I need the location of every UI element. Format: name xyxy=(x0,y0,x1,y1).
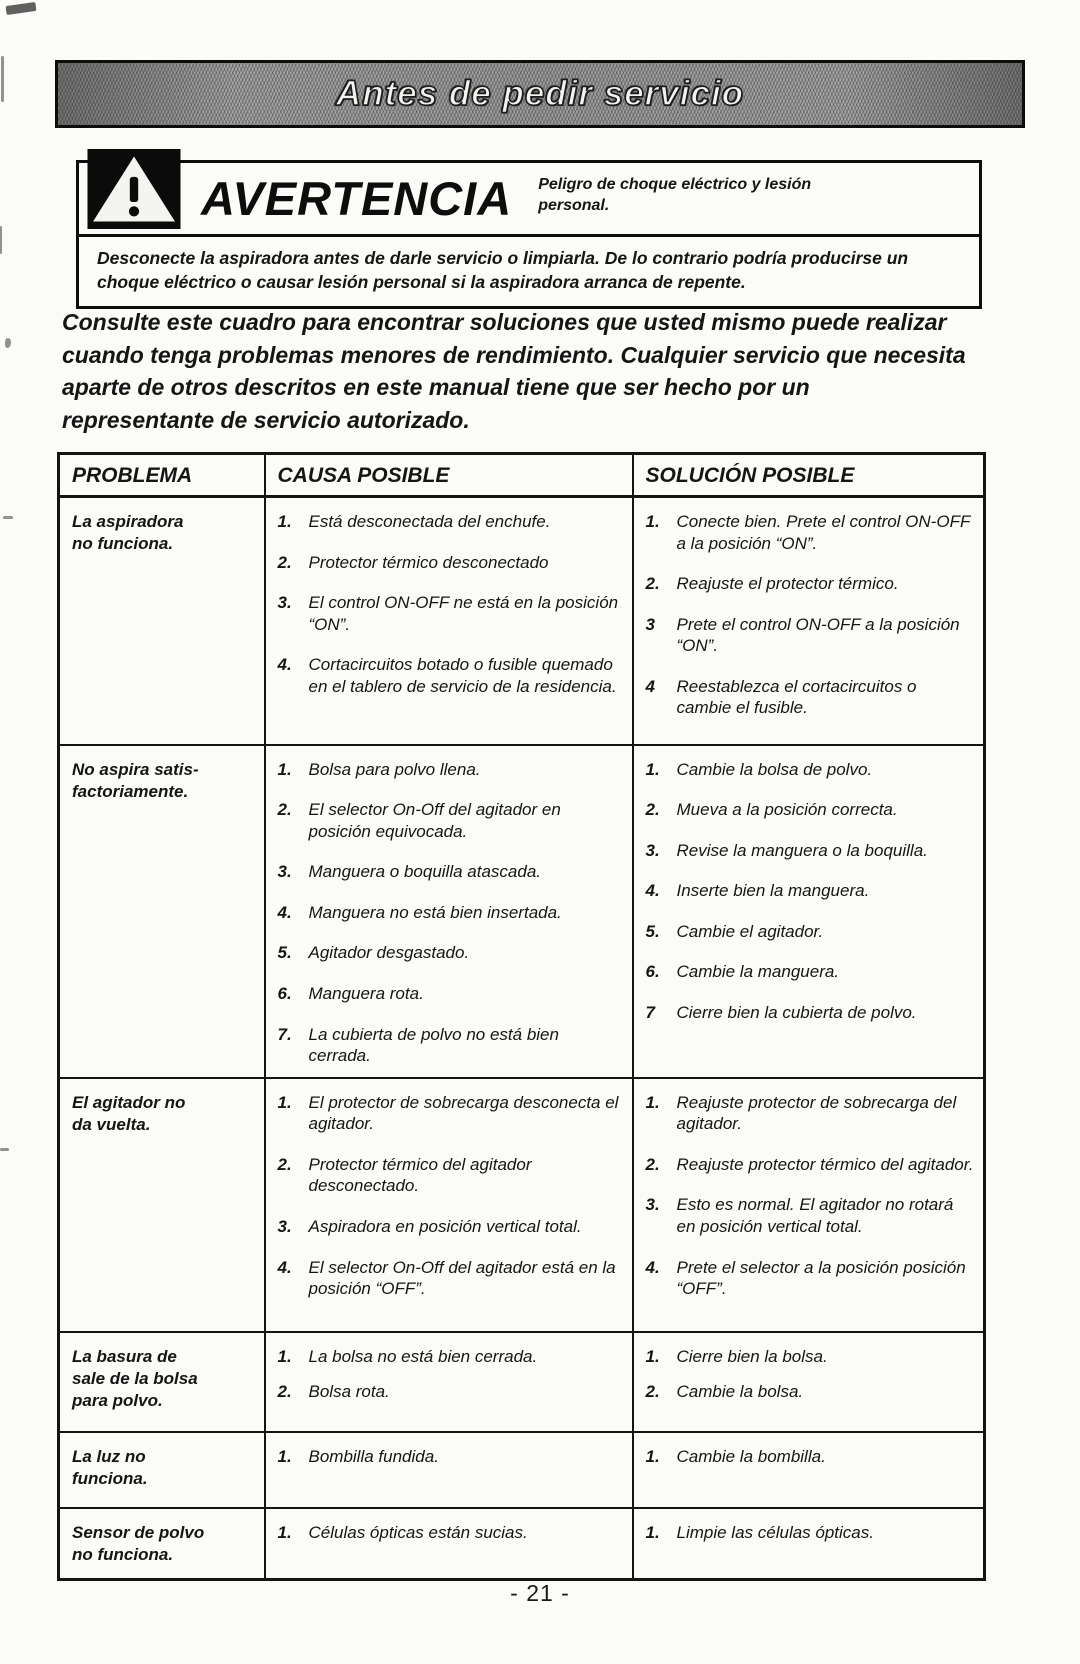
item-number: 4. xyxy=(277,902,292,922)
item-number: 1. xyxy=(645,1522,660,1542)
item-text: Revise la manguera o la boquilla. xyxy=(676,840,928,860)
section-banner xyxy=(55,60,1025,128)
item-text: Bolsa rota. xyxy=(308,1382,390,1402)
item-text: Bombilla fundida. xyxy=(308,1446,439,1466)
warning-header xyxy=(79,163,979,237)
scan-artifact xyxy=(1,56,4,102)
problema-cell xyxy=(59,497,265,745)
col-header-solucion-posible: SOLUCIÓN POSIBLE xyxy=(633,454,985,497)
causa-cell xyxy=(265,1332,633,1432)
list-item xyxy=(278,1346,624,1368)
list-item xyxy=(278,983,624,1005)
scan-artifact xyxy=(6,2,37,15)
list-item xyxy=(646,1092,976,1135)
warning-hazard-line2: personal. xyxy=(538,196,610,214)
item-number: 4 xyxy=(645,676,655,696)
list-item xyxy=(278,1092,624,1135)
list-item xyxy=(646,961,976,983)
item-text: Bolsa para polvo llena. xyxy=(308,759,481,779)
item-number: 2. xyxy=(645,574,660,594)
item-text: Prete el selector a la posición posición “OFF”. xyxy=(676,1257,966,1299)
item-number: 3. xyxy=(277,1217,292,1237)
item-text: Manguera rota. xyxy=(308,983,424,1003)
list-item xyxy=(646,676,976,719)
causa-cell xyxy=(265,1508,633,1580)
item-number: 2. xyxy=(277,1382,292,1402)
problema-line: no funciona. xyxy=(72,534,174,554)
problema-line: no funciona. xyxy=(72,1544,174,1564)
item-text: La bolsa no está bien cerrada. xyxy=(308,1346,538,1366)
item-number: 1. xyxy=(277,512,292,531)
item-text: Cambie el agitador. xyxy=(676,921,824,941)
list-item xyxy=(646,880,976,902)
item-number: 1. xyxy=(277,1446,292,1466)
item-text: Conecte bien. Prete el control ON-OFF a la posición “ON”. xyxy=(676,512,971,553)
list-item xyxy=(646,1522,976,1544)
warning-box xyxy=(76,160,982,309)
item-text: Reajuste protector de sobrecarga del agitador. xyxy=(676,1092,957,1134)
item-text: Cierre bien la bolsa. xyxy=(676,1346,828,1366)
problema-line: da vuelta. xyxy=(72,1114,151,1134)
list-item xyxy=(278,1446,624,1468)
item-text: El control ON-OFF ne está en la posición “ON”. xyxy=(308,593,619,634)
item-number: 4. xyxy=(277,655,292,675)
item-number: 7 xyxy=(645,1002,655,1022)
item-text: Está desconectada del enchufe. xyxy=(308,512,551,531)
list-item xyxy=(646,1381,976,1403)
list-item xyxy=(278,1381,624,1403)
list-item xyxy=(646,1257,976,1300)
list-item xyxy=(278,1216,624,1238)
item-number: 3. xyxy=(277,862,292,882)
item-number: 2. xyxy=(277,800,292,820)
list-item xyxy=(278,552,624,574)
table-header-row xyxy=(59,454,985,497)
item-number: 1. xyxy=(277,1346,292,1366)
table-row xyxy=(59,745,985,1078)
page-number: - 21 - xyxy=(510,1580,570,1606)
item-number: 7. xyxy=(277,1024,292,1044)
list-item xyxy=(646,1346,976,1368)
warning-triangle-icon xyxy=(87,149,181,229)
item-number: 4. xyxy=(645,1257,660,1277)
item-text: Inserte bien la manguera. xyxy=(676,881,870,901)
item-number: 1. xyxy=(645,759,660,779)
problema-cell xyxy=(59,1332,265,1432)
item-text: Prete el control ON-OFF a la posición “ON”. xyxy=(676,614,960,656)
item-text: El protector de sobrecarga desconecta el agitador. xyxy=(308,1092,619,1134)
item-number: 2. xyxy=(645,800,660,820)
list-item xyxy=(278,1522,624,1544)
item-text: Reestablezca el cortacircuitos o cambie el fusible. xyxy=(676,676,917,718)
problema-line: factoriamente. xyxy=(72,781,189,801)
item-text: Cierre bien la cubierta de polvo. xyxy=(676,1002,917,1022)
table-row xyxy=(59,497,985,745)
item-text: Cambie la manguera. xyxy=(676,962,840,982)
item-number: 2. xyxy=(645,1154,660,1174)
problema-cell xyxy=(59,745,265,1078)
list-item xyxy=(278,1024,624,1067)
item-text: Manguera o boquilla atascada. xyxy=(308,862,541,882)
list-item xyxy=(278,942,624,964)
scan-artifact xyxy=(0,1148,9,1151)
item-text: Limpie las células ópticas. xyxy=(676,1522,874,1542)
item-number: 4. xyxy=(645,881,660,901)
list-item xyxy=(646,573,976,595)
item-number: 1. xyxy=(645,512,660,531)
list-item xyxy=(646,1002,976,1024)
col-header-causa-posible: CAUSA POSIBLE xyxy=(265,454,633,497)
list-item xyxy=(646,840,976,862)
item-number: 3 xyxy=(645,614,655,634)
scan-artifact xyxy=(3,516,13,519)
item-text: Cambie la bolsa. xyxy=(676,1382,804,1402)
item-text: Protector térmico desconectado xyxy=(308,552,549,572)
item-number: 4. xyxy=(277,1257,292,1277)
list-item xyxy=(646,614,976,657)
item-number: 6. xyxy=(277,983,292,1003)
list-item xyxy=(646,511,976,554)
item-text: Mueva a la posición correcta. xyxy=(676,800,898,820)
intro-paragraph: Consulte este cuadro para encontrar soluciones que usted mismo puede realizar cuando tenga problemas menores de rendimiento. Cualquier servicio que necesita aparte de otros descritos en este manual tiene que ser hecho por un representante de servicio autorizado. xyxy=(62,309,966,433)
table-row xyxy=(59,1432,985,1508)
item-number: 1. xyxy=(277,759,292,779)
list-item xyxy=(646,799,976,821)
warning-body-text: Desconecte la aspiradora antes de darle servicio o limpiarla. De lo contrario podría producirse un choque eléctrico o causar lesión personal si la aspiradora arranca de repente. xyxy=(97,248,909,292)
item-text: Reajuste el protector térmico. xyxy=(676,574,899,594)
item-text: El selector On-Off del agitador está en la posición “OFF”. xyxy=(308,1257,616,1299)
scan-artifact xyxy=(5,338,11,348)
causa-cell xyxy=(265,745,633,1078)
solucion-cell xyxy=(633,1432,985,1508)
item-number: 2. xyxy=(645,1382,660,1402)
problema-line: Sensor de polvo xyxy=(72,1522,205,1542)
list-item xyxy=(278,861,624,883)
item-text: Protector térmico del agitador desconectado. xyxy=(308,1154,532,1196)
list-item xyxy=(646,1194,976,1237)
table-row xyxy=(59,1078,985,1332)
list-item xyxy=(646,1154,976,1176)
problema-cell xyxy=(59,1508,265,1580)
causa-cell xyxy=(265,1078,633,1332)
item-number: 1. xyxy=(277,1092,292,1112)
warning-hazard-text xyxy=(538,167,811,217)
item-number: 1. xyxy=(645,1446,660,1466)
item-number: 3. xyxy=(277,593,292,613)
item-number: 1. xyxy=(645,1092,660,1112)
item-text: Cambie la bombilla. xyxy=(676,1446,826,1466)
list-item xyxy=(278,511,624,533)
item-number: 1. xyxy=(645,1346,660,1366)
problema-line: El agitador no xyxy=(72,1092,186,1112)
solucion-cell xyxy=(633,745,985,1078)
list-item xyxy=(278,902,624,924)
list-item xyxy=(278,759,624,781)
list-item xyxy=(646,921,976,943)
problema-line: La aspiradora xyxy=(72,512,184,531)
list-item xyxy=(278,654,624,697)
list-item xyxy=(278,592,624,635)
item-text: Reajuste protector térmico del agitador. xyxy=(676,1154,974,1174)
item-number: 1. xyxy=(277,1522,292,1542)
item-text: Agitador desgastado. xyxy=(308,943,470,963)
warning-title: AVERTENCIA xyxy=(201,172,513,225)
problema-cell xyxy=(59,1078,265,1332)
item-number: 3. xyxy=(645,1195,660,1215)
solucion-cell xyxy=(633,497,985,745)
list-item xyxy=(646,1446,976,1468)
problema-line: sale de la bolsa xyxy=(72,1368,198,1388)
scan-artifact xyxy=(0,226,2,254)
problema-line: La luz no xyxy=(72,1446,146,1466)
col-header-problema: PROBLEMA xyxy=(59,454,265,497)
item-text: Células ópticas están sucias. xyxy=(308,1522,528,1542)
problema-cell xyxy=(59,1432,265,1508)
solucion-cell xyxy=(633,1332,985,1432)
solucion-cell xyxy=(633,1078,985,1332)
list-item xyxy=(278,799,624,842)
item-text: Aspiradora en posición vertical total. xyxy=(308,1217,582,1237)
causa-cell xyxy=(265,1432,633,1508)
item-text: Manguera no está bien insertada. xyxy=(308,902,562,922)
item-text: Cambie la bolsa de polvo. xyxy=(676,759,873,779)
table-row xyxy=(59,1332,985,1432)
table-row xyxy=(59,1508,985,1580)
item-number: 3. xyxy=(645,840,660,860)
item-number: 2. xyxy=(277,1154,292,1174)
causa-cell xyxy=(265,497,633,745)
item-number: 6. xyxy=(645,962,660,982)
solucion-cell xyxy=(633,1508,985,1580)
item-text: Esto es normal. El agitador no rotará en posición vertical total. xyxy=(676,1195,954,1237)
list-item xyxy=(646,759,976,781)
problema-line: para polvo. xyxy=(72,1390,163,1410)
problema-line: funciona. xyxy=(72,1468,148,1488)
list-item xyxy=(278,1257,624,1300)
troubleshooting-table xyxy=(57,452,986,1581)
problema-line: No aspira satis- xyxy=(72,759,199,779)
problema-line: La basura de xyxy=(72,1346,177,1366)
warning-hazard-line1: Peligro de choque eléctrico y lesión xyxy=(538,176,812,193)
list-item xyxy=(278,1154,624,1197)
item-text: El selector On-Off del agitador en posición equivocada. xyxy=(308,800,561,841)
banner-title: Antes de pedir servicio xyxy=(335,74,745,113)
item-text: La cubierta de polvo no está bien cerrada. xyxy=(308,1024,559,1066)
item-number: 5. xyxy=(277,943,292,963)
item-number: 2. xyxy=(277,552,292,572)
item-text: Cortacircuitos botado o fusible quemado en el tablero de servicio de la residencia. xyxy=(308,655,617,696)
item-number: 5. xyxy=(645,921,660,941)
